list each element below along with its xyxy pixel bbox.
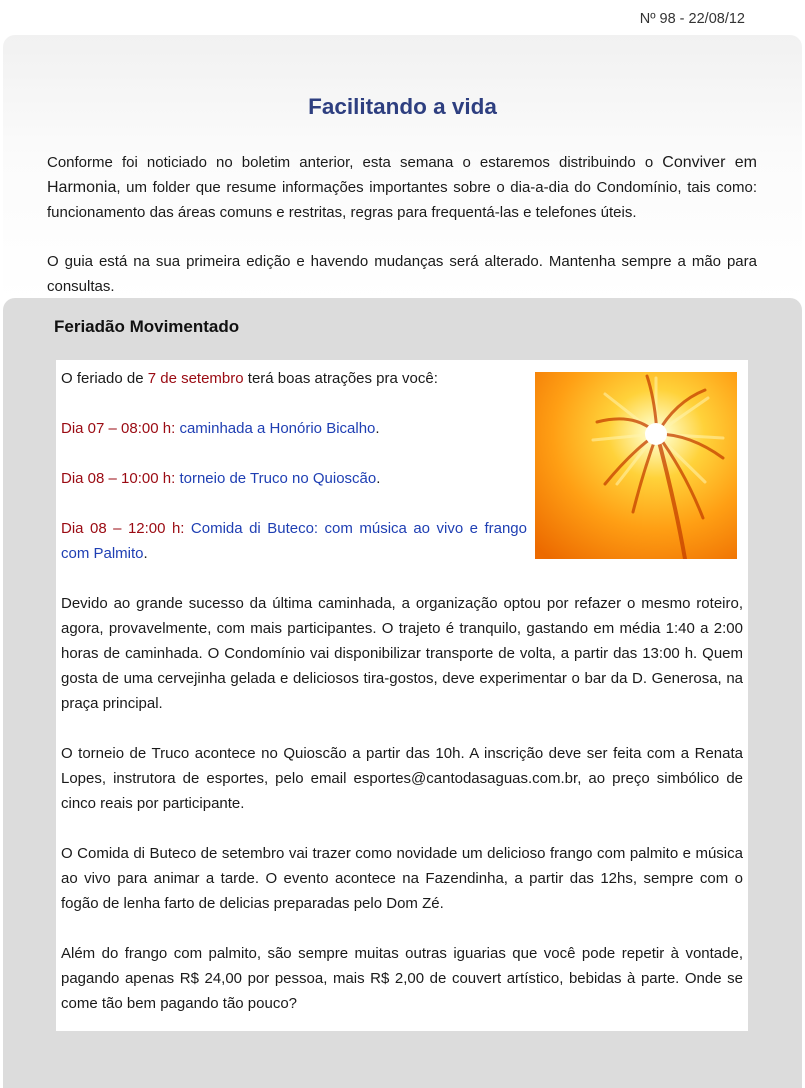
intro-p1-end: , um folder que resume informações importantes sobre o dia-a-dia do Condomínio, tais como: funcionamento das áreas comuns e restritas, regras para frequentá-las e telefones úteis. (47, 179, 757, 221)
feature-article (61, 366, 743, 1041)
event-time: Dia 08 – 10:00 h: (61, 470, 176, 487)
intro-paragraph-2: O guia está na sua primeira edição e havendo mudanças será alterado. Mantenha sempre a mão para consultas. (47, 253, 757, 295)
event-description: caminhada a Honório Bicalho (179, 420, 376, 437)
event-end: . (375, 420, 380, 437)
body-paragraph: O Comida di Buteco de setembro vai trazer como novidade um delicioso frango com palmito e música ao vivo para animar a tarde. O evento acontece na Fazendinha, a partir das 12hs, sempre com o fogão de lenha farto de delicias preparadas pelo Dom Zé. (61, 845, 743, 912)
feature-title: Feriadão Movimentado (54, 317, 240, 336)
issue-number-date: Nº 98 - 22/08/12 (639, 11, 745, 27)
lead-text: O feriado de (61, 370, 148, 387)
lead-text-end: terá boas atrações pra você: (243, 370, 438, 387)
event-end: . (143, 545, 148, 562)
event-list (61, 366, 527, 566)
event-description: Comida di Buteco: com música ao vivo e frango com Palmito (61, 520, 527, 562)
holiday-date: 7 de setembro (147, 370, 244, 387)
event-item (61, 516, 527, 566)
intro-p1-start: Conforme foi noticiado no boletim anterior, esta semana o estaremos distribuindo o (47, 154, 663, 171)
event-end: . (376, 470, 381, 487)
intro-paragraph-1 (47, 150, 757, 225)
event-time: Dia 07 – 08:00 h: (61, 420, 176, 437)
body-paragraph: Devido ao grande sucesso da última caminhada, a organização optou por refazer o mesmo roteiro, agora, provavelmente, com mais participantes. O trajeto é tranquilo, gastando em média 1:40 a 2:00 horas de caminhada. O Condomínio vai disponibilizar transporte de volta, a partir das 13:00 h. Quem gosta de uma cervejinha gelada e deliciosos tira-gostos, deve experimentar o bar da D. Generosa, na praça principal. (61, 595, 743, 712)
event-item (61, 466, 527, 491)
body-paragraph: Além do frango com palmito, são sempre muitas outras iguarias que você pode repetir à vontade, pagando apenas R$ 24,00 por pessoa, mais R$ 2,00 de couvert artístico, bebidas à parte. Onde se come tão bem pagando tão pouco? (61, 945, 743, 1012)
lead-paragraph (61, 366, 527, 391)
body-paragraph: O torneio de Truco acontece no Quioscão a partir das 10h. A inscrição deve ser feita com a Renata Lopes, instrutora de esportes, pelo email esportes@cantodasaguas.com.br, ao preço simbólico de cinco reais por participante. (61, 745, 743, 812)
event-item (61, 416, 527, 441)
intro-headline: Facilitando a vida (308, 94, 497, 119)
event-description: torneio de Truco no Quioscão (179, 470, 377, 487)
event-time: Dia 08 – 12:00 h: (61, 520, 185, 537)
intro-text (47, 150, 757, 299)
brand-name: Conviver em Harmonia (47, 154, 757, 196)
